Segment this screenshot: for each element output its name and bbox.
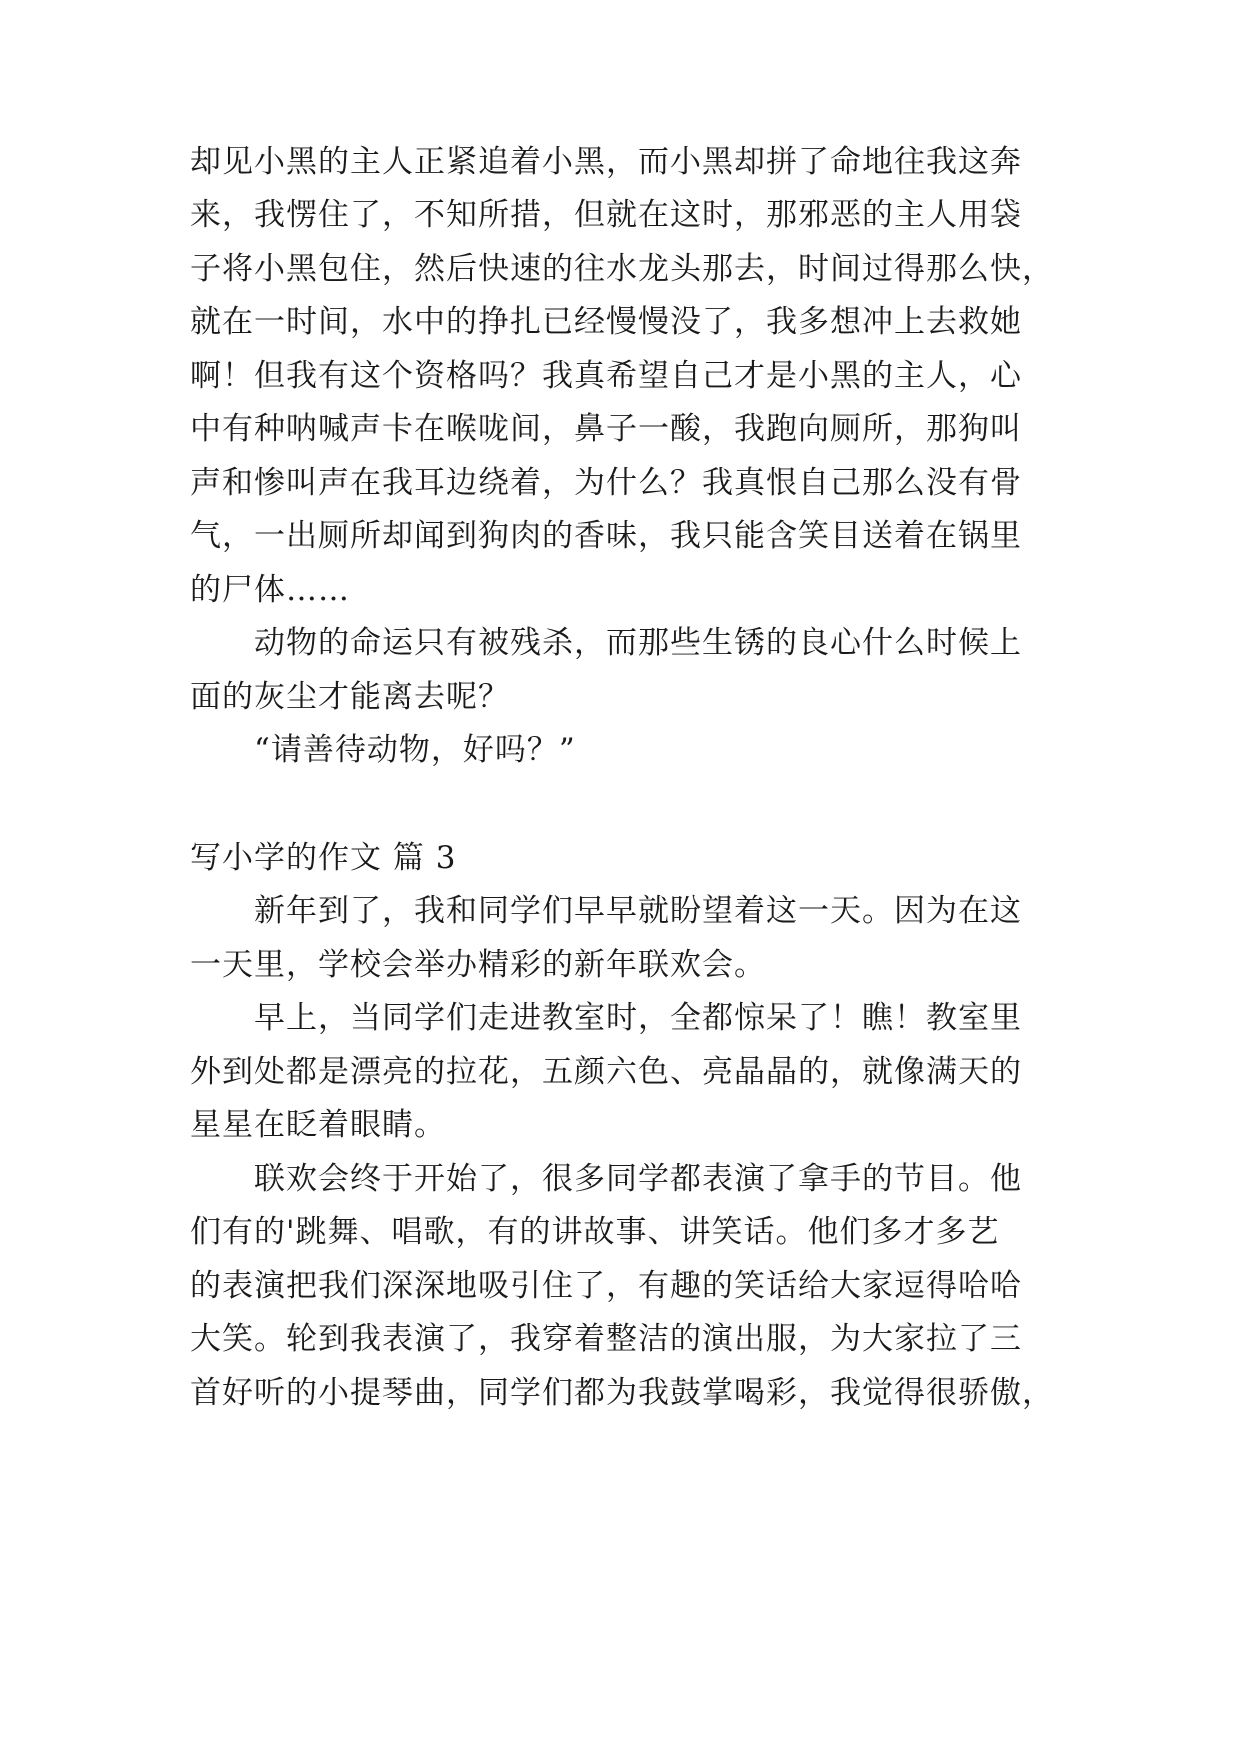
text-line: 来，我愣住了，不知所措，但就在这时，那邪恶的主人用袋 [190, 197, 1022, 233]
text-line: 一天里，学校会举办精彩的新年联欢会。 [190, 947, 766, 983]
text-line: 却见小黑的主人正紧追着小黑，而小黑却拼了命地往我这奔 [190, 144, 1022, 180]
text-line: 的尸体…… [190, 572, 350, 608]
text-line: 们有的'跳舞、唱歌，有的讲故事、讲笑话。他们多才多艺 [190, 1214, 1000, 1250]
text-line: 子将小黑包住，然后快速的往水龙头那去，时间过得那么快， [190, 251, 1054, 287]
section-heading: 写小学的作文 篇 3 [190, 840, 457, 876]
text-line: 的表演把我们深深地吸引住了，有趣的笑话给大家逗得哈哈 [190, 1268, 1022, 1304]
text-line: 星星在眨着眼睛。 [190, 1107, 446, 1143]
text-line: “请善待动物，好吗？” [190, 732, 576, 768]
text-line: 中有种呐喊声卡在喉咙间，鼻子一酸，我跑向厕所，那狗叫 [190, 411, 1022, 447]
text-line: 首好听的小提琴曲，同学们都为我鼓掌喝彩，我觉得很骄傲， [190, 1375, 1054, 1411]
text-line: 面的灰尘才能离去呢？ [190, 679, 510, 715]
text-line: 早上，当同学们走进教室时，全都惊呆了！瞧！教室里 [190, 1000, 1022, 1036]
text-line: 大笑。轮到我表演了，我穿着整洁的演出服，为大家拉了三 [190, 1321, 1022, 1357]
text-line: 动物的命运只有被残杀，而那些生锈的良心什么时候上 [190, 625, 1022, 661]
text-line: 啊！但我有这个资格吗？我真希望自己才是小黑的主人，心 [190, 358, 1022, 394]
text-line: 联欢会终于开始了，很多同学都表演了拿手的节目。他 [190, 1161, 1022, 1197]
text-line: 声和惨叫声在我耳边绕着，为什么？我真恨自己那么没有骨 [190, 465, 1022, 501]
text-line: 外到处都是漂亮的拉花，五颜六色、亮晶晶的，就像满天的 [190, 1054, 1022, 1090]
text-line: 新年到了，我和同学们早早就盼望着这一天。因为在这 [190, 893, 1022, 929]
text-line: 气，一出厕所却闻到狗肉的香味，我只能含笑目送着在锅里 [190, 518, 1022, 554]
text-line: 就在一时间，水中的挣扎已经慢慢没了，我多想冲上去救她 [190, 304, 1022, 340]
